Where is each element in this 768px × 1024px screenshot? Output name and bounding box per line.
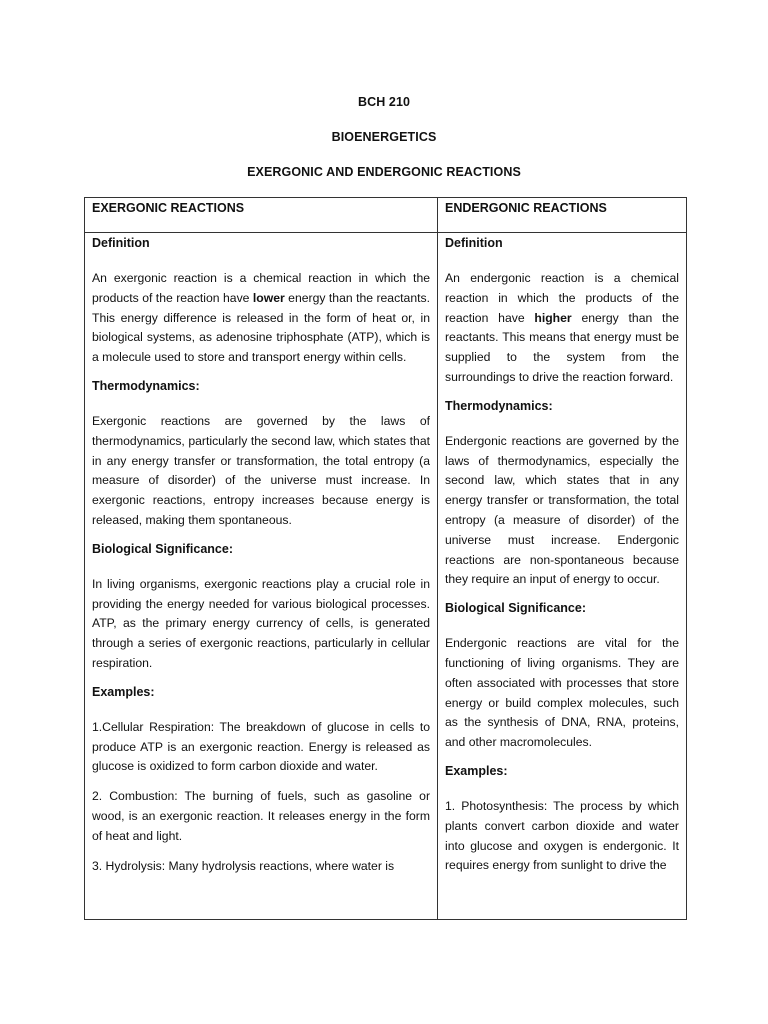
exergonic-bio-text: In living organisms, exergonic reactions play a crucial role in providing the energy needed for various biological processes. ATP, as the primary energy currency of cells, is generated through a series of exergonic reactions, particularly in cellular respiration. (92, 576, 430, 670)
endergonic-example-1: 1. Photosynthesis: The process by which plants convert carbon dioxide and water into glucose and oxygen is endergonic. It requires energy from sunlight to drive the (445, 798, 679, 873)
subject-title: BIOENERGETICS (331, 130, 437, 144)
endergonic-bio-title: Biological Significance: (445, 601, 586, 616)
exergonic-example-2: 2. Combustion: The burning of fuels, such as gasoline or wood, is an exergonic reaction. It releases energy in the form of heat and light. (92, 789, 430, 843)
topic-title: EXERGONIC AND ENDERGONIC REACTIONS (247, 165, 521, 179)
endergonic-cell (438, 233, 687, 920)
endergonic-thermo-title: Thermodynamics: (445, 398, 553, 413)
table-row (85, 233, 687, 920)
column-header-endergonic: ENDERGONIC REACTIONS (438, 198, 687, 233)
endergonic-definition-emphasis: higher (534, 310, 572, 325)
exergonic-definition-emphasis: lower (252, 290, 285, 305)
exergonic-cell (85, 233, 438, 920)
endergonic-thermo-text: Endergonic reactions are governed by the laws of thermodynamics, especially the second law, which states that in any energy transfer or transformation, the total entropy (a measure of disorder) of the universe must increase. Endergonic reactions are non-spontaneous because they require an input of energy to occur. (445, 433, 679, 587)
comparison-table (84, 197, 687, 920)
endergonic-examples-title: Examples: (445, 763, 508, 778)
column-header-exergonic: EXERGONIC REACTIONS (85, 198, 438, 233)
exergonic-example-3: 3. Hydrolysis: Many hydrolysis reactions, where water is (92, 858, 395, 873)
exergonic-bio-title: Biological Significance: (92, 541, 233, 556)
exergonic-example-1: 1.Cellular Respiration: The breakdown of glucose in cells to produce ATP is an exergonic reaction. Energy is released as glucose is oxidized to form carbon dioxide and water. (92, 719, 430, 774)
exergonic-definition-title: Definition (92, 236, 150, 250)
exergonic-examples-title: Examples: (92, 684, 155, 699)
table-header-row (85, 198, 687, 233)
endergonic-definition-title: Definition (445, 236, 503, 250)
course-code: BCH 210 (357, 95, 411, 109)
exergonic-definition-text: An exergonic reaction is a chemical reaction in which the products of the reaction have lower energy than the reactants. This energy difference is released in the form of heat or, in biological systems, as adenosine triphosphate (ATP), which is a molecule used to store and transport energy within cells. (92, 271, 430, 365)
exergonic-thermo-title: Thermodynamics: (92, 378, 200, 393)
exergonic-thermo-text: Exergonic reactions are governed by the laws of thermodynamics, particularly the second law, which states that in any energy transfer or transformation, the total entropy (a measure of disorder) of the universe must increase. In exergonic reactions, entropy increases because energy is released, making them spontaneous. (92, 413, 430, 527)
endergonic-bio-text: Endergonic reactions are vital for the functioning of living organisms. They are often associated with processes that store energy or build complex molecules, such as the synthesis of DNA, RNA, proteins, and other macromolecules. (445, 636, 679, 750)
endergonic-definition-text: An endergonic reaction is a chemical reaction in which the products of the reaction have higher energy than the reactants. This means that energy must be supplied to the system from the surroundings to drive the reaction forward. (445, 271, 679, 384)
